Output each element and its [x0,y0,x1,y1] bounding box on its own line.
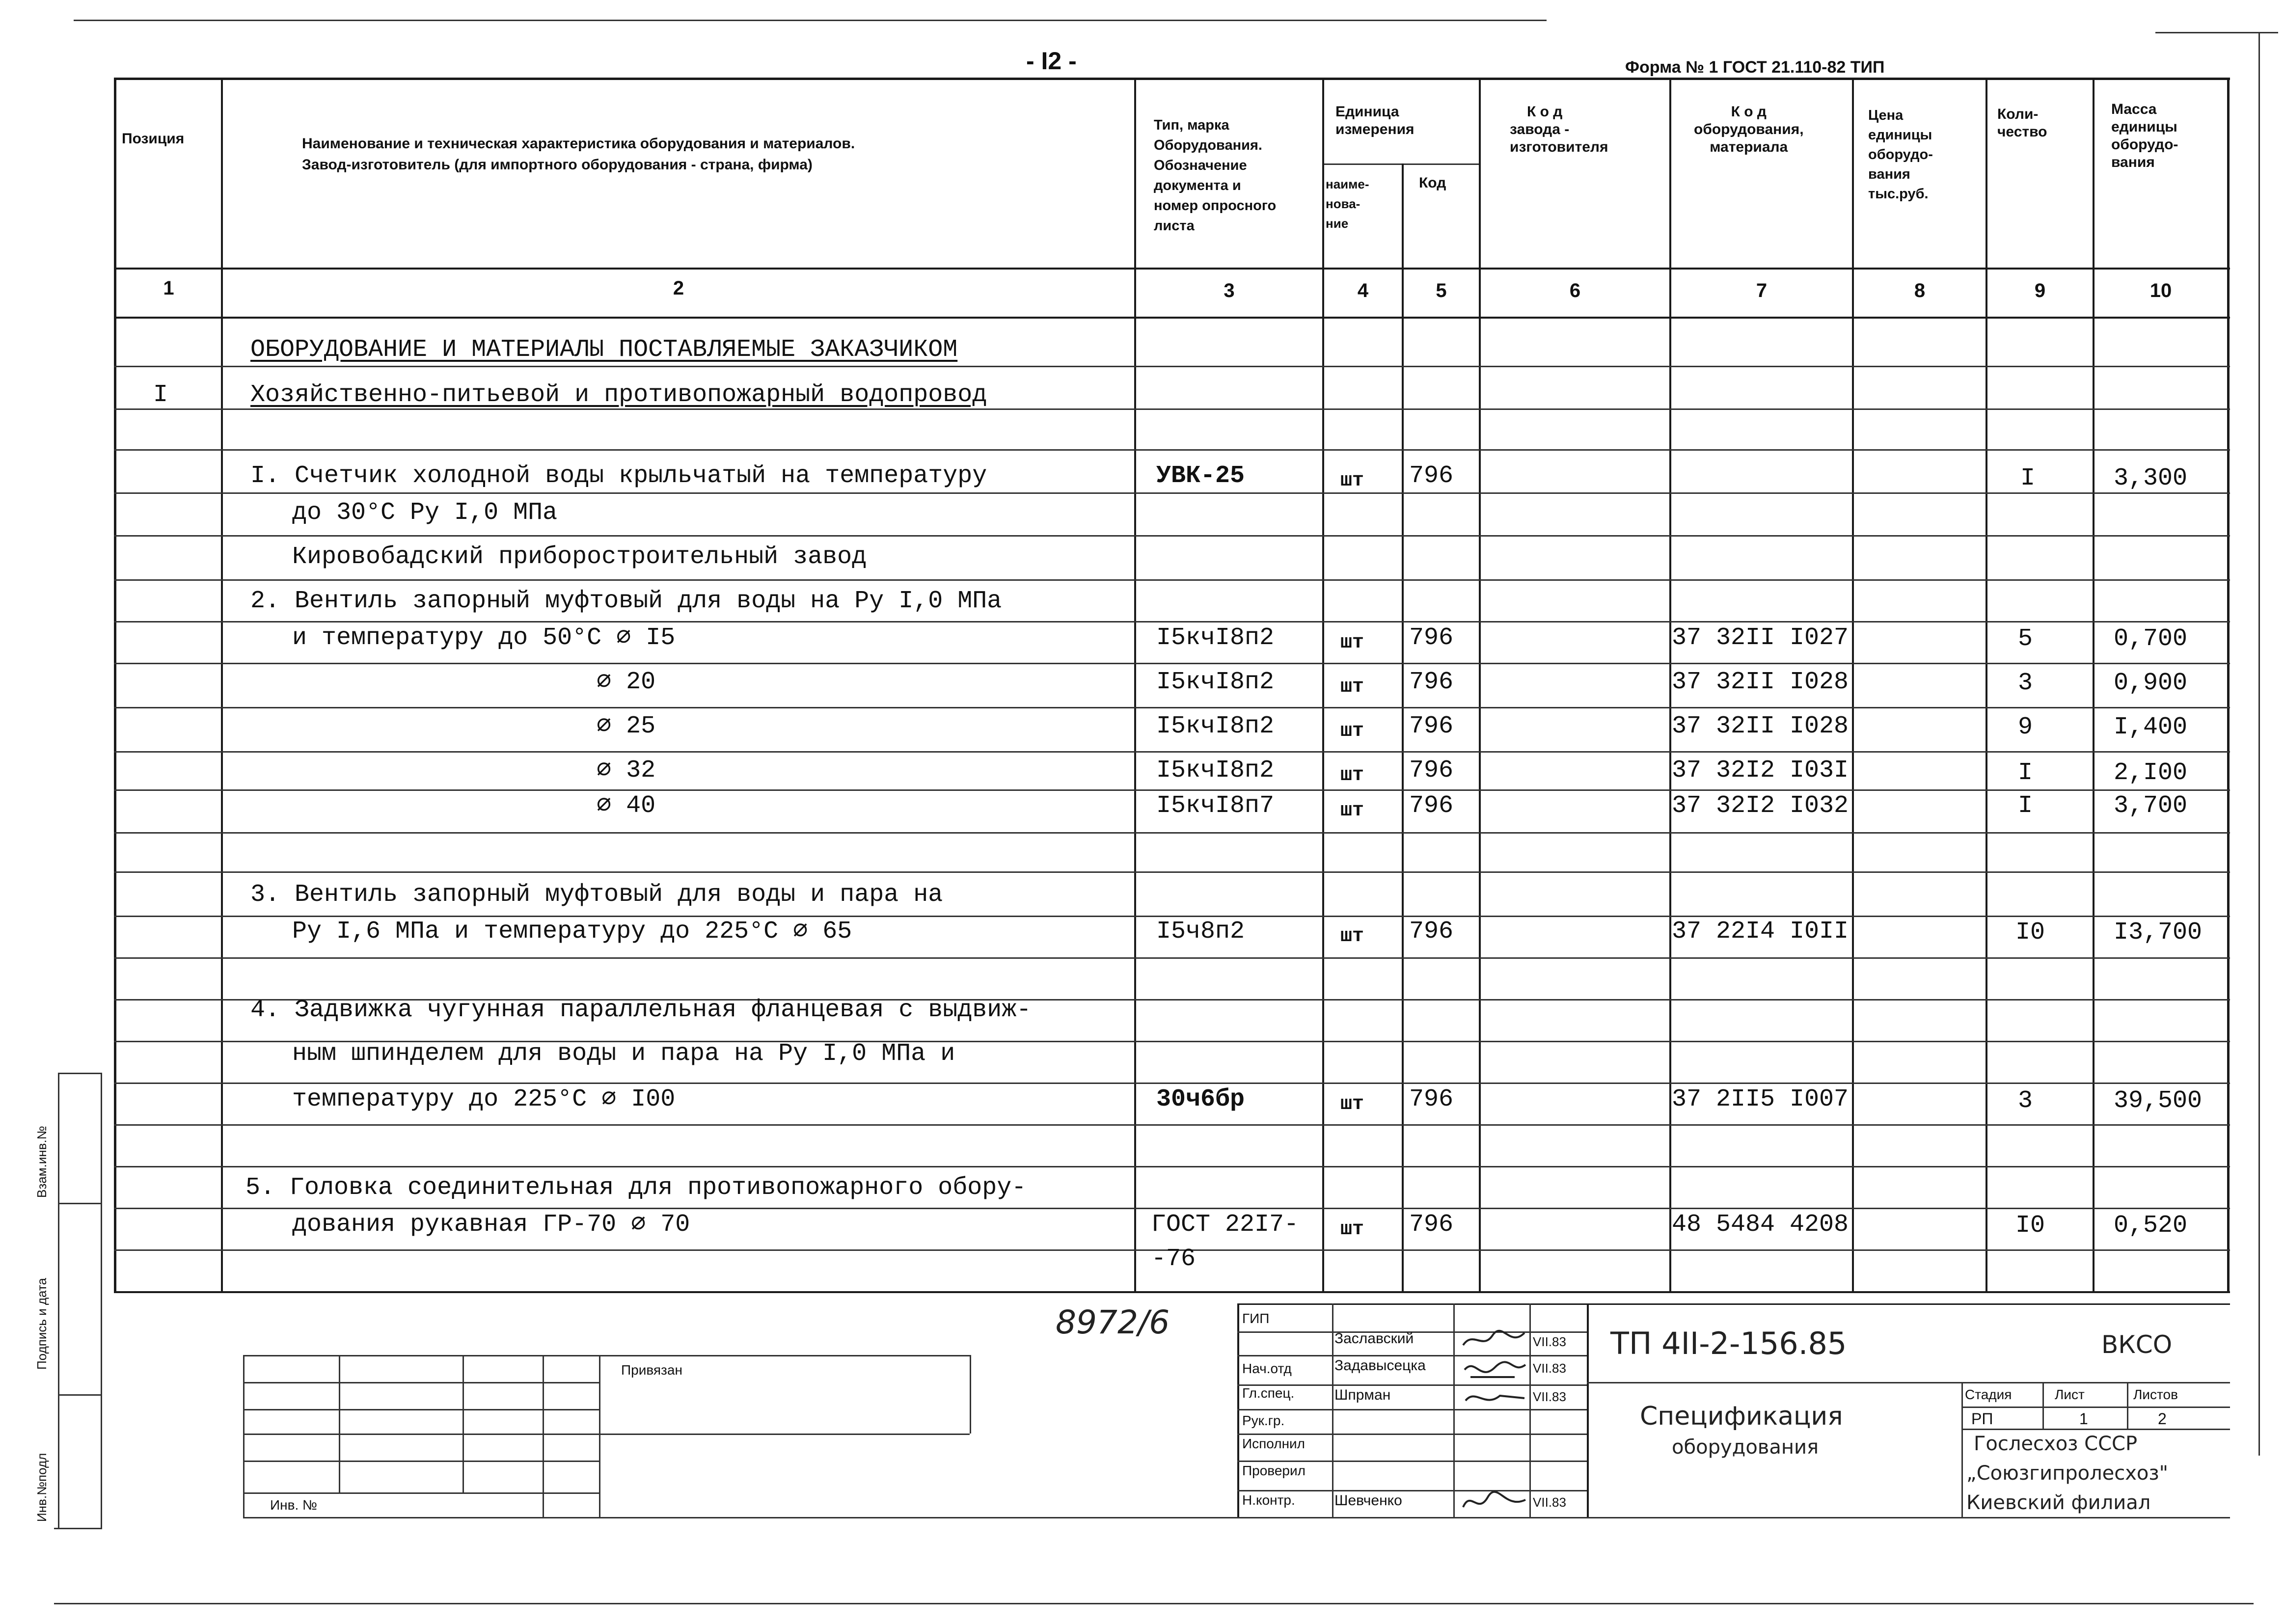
header-mass-l2: единицы [2111,119,2177,135]
numbers-row-bottom [114,317,2230,319]
stamp-line [1587,1382,2230,1383]
item-line: ным шпинделем для воды и пара на Ру I,0 МПа и [292,1040,955,1068]
header-type-l2: Оборудования. [1154,137,1262,153]
item-unit: шт [1340,720,1364,742]
table-bottom [114,1291,2230,1293]
item-qty: I0 [2015,1212,2045,1240]
stamp-line [599,1355,600,1517]
header-unit-group [1335,103,1415,138]
item-unit: шт [1340,925,1364,947]
col-number: 3 [1224,280,1235,301]
item-unit-code: 796 [1409,624,1454,652]
stamp-line [339,1355,340,1492]
item-line: 2. Вентиль запорный муфтовый для воды на Ру I,0 МПа [250,587,1002,615]
item-type: 30ч6бр [1156,1085,1245,1113]
stamp-line [1961,1407,2230,1408]
col-number: 7 [1756,280,1768,301]
col-number: 8 [1914,280,1926,301]
stamp-line [243,1355,245,1517]
signature-mark [1461,1488,1529,1517]
item-material-code: 37 2II5 I007 [1672,1085,1849,1113]
stamp-date: VII.83 [1533,1389,1566,1404]
stamp-name: Шевченко [1334,1492,1402,1509]
stamp-inv-label: Инв. № [270,1497,318,1513]
header-type-l3: Обозначение [1154,158,1247,173]
signature-mark [1461,1383,1529,1413]
item-material-code: 37 32I2 I032 [1672,792,1849,820]
item-line: Ру I,6 МПа и температуру до 225°C ∅ 65 [292,918,852,946]
section-title: ОБОРУДОВАНИЕ И МАТЕРИАЛЫ ПОСТАВЛЯЕМЫЕ ЗАКАЗЧИКОМ [250,336,958,364]
col-sep-7 [1852,78,1854,1293]
row-line [114,366,2230,367]
header-material-l3: материала [1710,139,1788,155]
header-unit-name-l2: нова- [1326,196,1360,211]
stamp-role: Н.контр. [1242,1492,1295,1508]
item-mass: 39,500 [2114,1087,2203,1115]
org-line2: „Союзгипролесхоз" [1966,1462,2169,1485]
col-sep-5 [1479,78,1481,1293]
stamp-line [543,1355,544,1517]
doc-mark: ВКСО [2101,1330,2173,1359]
row-line [114,957,2230,959]
archive-number: 8972/6 [1056,1303,1170,1341]
stamp-sig-row [1237,1355,1587,1356]
row-line [114,707,2230,708]
header-unit-name-l1: наиме- [1326,177,1369,191]
item-line: до 30°C Ру I,0 МПа [292,499,558,527]
stamp-sheet: 1 [2079,1410,2088,1428]
header-unit-code: Код [1419,175,1446,191]
page-number: - I2 - [1026,47,1077,75]
item-unit-code: 796 [1409,1085,1454,1113]
side-strip-line [58,1073,102,1074]
stamp-line [2042,1382,2044,1429]
item-line: температуру до 225°C ∅ I00 [292,1085,676,1113]
col-sep-3 [1322,78,1324,1293]
item-unit: шт [1340,470,1364,492]
header-mass-l3: оборудо- [2111,136,2178,153]
item-material-code: 37 32II I028 [1672,712,1849,740]
stamp-line [970,1355,971,1434]
col-number: 4 [1357,280,1369,301]
header-unit-name [1326,174,1369,233]
item-qty: 3 [2018,669,2033,697]
doc-title-line1: Спецификация [1640,1402,1843,1431]
item-unit: шт [1340,1093,1364,1115]
col-sep-8 [1986,78,1987,1293]
item-mass: 3,700 [2114,792,2188,820]
row-line [114,663,2230,664]
item-unit-code: 796 [1409,792,1454,820]
doc-title-line2: оборудования [1672,1436,1819,1459]
row-line [114,621,2230,623]
item-mass: 2,I00 [2114,759,2188,787]
stamp-line [243,1492,599,1494]
bottom-scan-line [54,1603,2254,1604]
item-line: ∅ 40 [597,792,656,820]
item-type: ГОСТ 22I7- [1151,1211,1299,1239]
row-line [114,449,2230,451]
stamp-privyazan: Привязан [621,1362,682,1378]
stamp-name: Заславский [1334,1330,1414,1347]
stamp-line [243,1434,970,1435]
item-type: I5кчI8п2 [1156,712,1275,740]
header-qty-l1: Коли- [1997,106,2039,122]
row-line [114,1124,2230,1126]
item-type: I5кчI8п2 [1156,757,1275,785]
col-number: 10 [2149,280,2172,301]
stamp-role: Исполнил [1242,1436,1306,1451]
stamp-sig-row [1237,1409,1587,1410]
header-material-l2: оборудования, [1694,121,1804,137]
item-unit: шт [1340,1218,1364,1241]
header-price-l4: вания [1868,166,1910,182]
stamp-date: VII.83 [1533,1495,1566,1510]
item-qty: I [2018,759,2033,787]
item-qty: I0 [2015,919,2045,947]
item-unit: шт [1340,632,1364,654]
header-material-code [1694,103,1804,156]
stamp-sheets: 2 [2158,1410,2167,1428]
stamp-line [1961,1382,1963,1517]
stamp-sig-row [1237,1434,1587,1435]
col-number: 5 [1436,280,1447,301]
item-line: и температуру до 50°C ∅ I5 [292,624,676,652]
header-type-l5: номер опросного [1154,198,1277,214]
form-label: Форма № 1 ГОСТ 21.110-82 ТИП [1625,58,1885,77]
col-number: 6 [1569,280,1581,301]
item-line: 3. Вентиль запорный муфтовый для воды и пара на [250,881,943,909]
side-strip-line [54,1528,101,1529]
item-type: I5кчI8п7 [1156,792,1275,820]
header-maker-l1: К о д [1527,104,1563,120]
table-right-border [2227,78,2230,1293]
side-strip-line [101,1073,102,1529]
unit-subheader-line [1322,163,1480,165]
header-name-line2: Завод-изготовитель (для импортного оборудования - страна, фирма) [302,157,813,173]
header-material-l1: К о д [1731,104,1767,120]
side-label-signature: Подпись и дата [34,1277,49,1370]
item-line: I. Счетчик холодной воды крыльчатый на температуру [250,462,987,490]
item-material-code: 37 22I4 I0II [1672,918,1849,946]
col-sep-6 [1669,78,1671,1293]
item-unit: шт [1340,800,1364,822]
stamp-date: VII.83 [1533,1334,1566,1349]
group-title: Хозяйственно-питьевой и противопожарный водопровод [250,381,987,409]
stamp-sig-right [1587,1303,1589,1517]
header-bottom [114,268,2230,270]
header-unit-l2: измерения [1335,121,1415,137]
item-material-code: 37 32I2 I03I [1672,757,1849,785]
item-unit-code: 796 [1409,918,1454,946]
stamp-sheet-label: Лист [2055,1387,2085,1402]
table-left-border [114,78,116,1293]
col-number: 9 [2034,280,2046,301]
col-number: 2 [673,277,684,299]
header-mass-l4: вания [2111,154,2155,170]
item-mass: 3,300 [2114,464,2188,492]
item-line: ∅ 20 [597,668,656,696]
item-line: ∅ 25 [597,712,656,740]
stamp-line [243,1461,599,1462]
item-type: I5ч8п2 [1156,918,1245,946]
header-maker-l2: завода - [1510,121,1570,137]
item-line: дования рукавная ГР-70 ∅ 70 [292,1211,690,1239]
right-edge-line [2258,32,2260,1456]
header-name-line1: Наименование и техническая характеристика оборудования и материалов. [302,135,855,152]
header-price-l5: тыс.руб. [1868,186,1929,202]
header-price-l2: единицы [1868,127,1932,143]
header-qty [1997,106,2047,141]
item-line: ∅ 32 [597,757,656,785]
item-line: Кировобадский приборостроительный завод [292,543,867,571]
stamp-role: ГИП [1242,1311,1270,1326]
row-line [114,492,2230,494]
item-type: УВК-25 [1156,462,1245,490]
header-unit-l1: Единица [1335,104,1399,120]
row-line [114,871,2230,873]
item-line: 5. Головка соединительная для противопожарного обору- [245,1174,1027,1202]
stamp-line [243,1382,599,1383]
row-line [114,832,2230,834]
header-position: Позиция [122,131,185,147]
table-top-border [114,78,2230,80]
header-type-l6: листа [1154,218,1195,234]
item-type: I5кчI8п2 [1156,624,1275,652]
side-strip-line [58,1394,102,1396]
stamp-date: VII.83 [1533,1361,1566,1376]
col-sep-1 [221,78,223,1293]
side-strip-line [58,1203,102,1204]
header-price-l3: оборудо- [1868,147,1933,162]
group-position: I [153,381,168,409]
item-line: 4. Задвижка чугунная параллельная фланцевая с выдвиж- [250,996,1032,1024]
row-line [114,789,2230,791]
header-type-l1: Тип, марка [1154,117,1229,133]
col-sep-4 [1402,163,1404,1293]
item-material-code: 37 32II I028 [1672,668,1849,696]
signature-mark [1461,1326,1529,1355]
item-unit-code: 796 [1409,712,1454,740]
signature-mark [1461,1355,1529,1384]
stamp-top [1237,1303,2230,1305]
row-line [114,535,2230,537]
item-mass: I3,700 [2114,919,2203,947]
item-material-code: 37 32II I027 [1672,624,1849,652]
header-mass-l1: Масса [2111,101,2157,117]
header-price-l1: Цена [1868,108,1904,123]
stamp-line [1961,1429,2230,1430]
item-type-cont: -76 [1151,1245,1196,1273]
item-mass: 0,520 [2114,1212,2188,1240]
header-type [1154,115,1276,236]
item-qty: I [2018,792,2033,820]
item-unit-code: 796 [1409,668,1454,696]
stamp-role: Нач.отд [1242,1361,1292,1376]
item-material-code: 48 5484 4208 [1672,1211,1849,1239]
row-line [114,1166,2230,1167]
item-mass: I,400 [2114,713,2188,741]
item-unit-code: 796 [1409,757,1454,785]
item-unit-code: 796 [1409,462,1454,490]
item-unit: шт [1340,764,1364,786]
item-qty: I [2020,464,2036,492]
stamp-line [243,1409,599,1410]
col-sep-9 [2093,78,2095,1293]
header-type-l4: документа и [1154,178,1241,193]
header-maker-code [1510,103,1608,156]
item-mass: 0,900 [2114,669,2188,697]
item-type: I5кчI8п2 [1156,668,1275,696]
header-maker-l3: изготовителя [1510,139,1608,155]
col-number: 1 [163,277,174,299]
stamp-name: Шпрман [1334,1387,1391,1403]
header-qty-l2: чество [1997,124,2047,140]
stamp-stage-label: Стадия [1965,1387,2012,1402]
side-label-inv: Инв.№подл [34,1453,49,1522]
row-line [114,1208,2230,1209]
stamp-sheets-label: Листов [2133,1387,2178,1402]
row-line [114,1083,2230,1084]
item-qty: 3 [2018,1087,2033,1115]
stamp-name: Задавысецка [1334,1357,1426,1374]
doc-code: ТП 4II-2-156.85 [1610,1326,1847,1361]
org-line3: Киевский филиал [1966,1491,2151,1514]
stamp-role: Проверил [1242,1463,1306,1478]
stamp-stage: РП [1971,1410,1993,1428]
stamp-role: Рук.гр. [1242,1413,1285,1428]
stamp-line [243,1355,970,1356]
top-scan-line [74,20,1547,21]
stamp-line [243,1517,2230,1518]
item-unit-code: 796 [1409,1211,1454,1239]
org-line1: Гослесхоз СССР [1974,1433,2138,1455]
side-strip-line [58,1073,59,1529]
item-mass: 0,700 [2114,625,2188,653]
header-unit-name-l3: ние [1326,216,1349,231]
stamp-line [462,1355,464,1492]
item-qty: 9 [2018,713,2033,741]
stamp-role: Гл.спец. [1242,1385,1295,1401]
header-price [1868,106,1933,204]
col-sep-2 [1134,78,1136,1293]
row-line [114,751,2230,753]
stamp-sig-row [1237,1461,1587,1462]
row-line [114,579,2230,581]
header-mass [2111,101,2178,171]
stamp-line [2127,1382,2128,1429]
item-qty: 5 [2018,625,2033,653]
stamp-sig-row [1237,1490,1587,1491]
side-label-vzam: Взам.инв.№ [34,1126,49,1198]
item-unit: шт [1340,676,1364,698]
